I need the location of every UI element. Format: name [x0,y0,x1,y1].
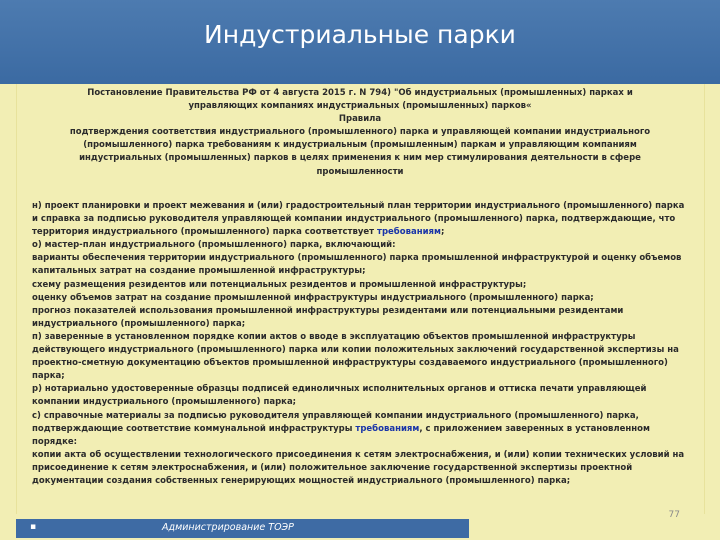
intro-line: Постановление Правительства РФ от 4 августа 2015 г. N 794) "Об индустриальных (промышленных) парках и [87,88,633,98]
paragraph: о) мастер-план индустриального (промышленного) парка, включающий: [32,240,396,251]
requirements-link[interactable]: требованиям [377,227,441,238]
paragraph-n-end: ; [440,227,445,238]
paragraph-s [32,410,690,449]
intro-block [28,87,692,179]
intro-line: управляющих компаниях индустриальных (промышленных) парков« [188,101,532,112]
body-text [32,200,690,488]
intro-line: Правила [338,114,382,125]
intro-line: промышленности [316,166,404,177]
title-bar [0,0,720,84]
intro-line: индустриальных (промышленных) парков в целях применения к ним мер стимулирования деятельности в сфере [79,153,641,164]
paragraph: прогноз показателей использования промышленной инфраструктуры резидентами или потенциальными резидентами индустриального (промышленного) парка; [32,305,624,329]
paragraph: р) нотариально удостоверенные образцы подписей единоличных исполнительных органов и оттиска печати управляющей компании индустриального (промышленного) парка; [32,384,647,408]
page-number: 77 [668,510,680,520]
intro-line: (промышленного) парка требованиям к индустриальным (промышленным) паркам и управляющим компаниям [83,140,637,151]
paragraph-s-text: с) справочные материалы за подписью руководителя управляющей компании индустриального (промышленного) парка, подтверждающие соответствие коммунальной инфраструктуры [32,410,639,434]
bullet-icon: ▪ [30,522,37,532]
paragraph-n [32,200,690,239]
paragraph: схему размещения резидентов или потенциальных резидентов и промышленной инфраструктуры; [32,279,527,290]
paragraph: п) заверенные в установленном порядке копии актов о вводе в эксплуатацию объектов промышленной инфраструктуры действующего индустриального (промышленного) парка или копии положительных заключений государственной экспертизы на проектно-сметную документацию объектов промышленной инфраструктуры создаваемого индустриального (промышленного) парка; [32,331,679,382]
paragraph-n-text: н) проект планировки и проект межевания и (или) градостроительный план территории индустриального (промышленного) парка и справка за подписью руководителя управляющей компании индустриального (промышленного) парка, подтверждающие, что территория индустриального (промышленного) парка соответствует [32,201,685,238]
paragraph: варианты обеспечения территории индустриального (промышленного) парка промышленной инфраструктурой и оценку объемов капитальных затрат на создание промышленной инфраструктуры; [32,253,682,277]
footer-text: Администрирование ТОЭР [162,522,294,533]
paragraph: оценку объемов затрат на создание промышленной инфраструктуры индустриального (промышленного) парка; [32,292,594,303]
paragraph-s-end: , с приложением заверенных в установленном порядке: [32,423,650,447]
intro-line: подтверждения соответствия индустриального (промышленного) парка и управляющей компании индустриального [69,127,651,138]
requirements-link[interactable]: требованиям [355,423,420,434]
footer-bar [16,519,469,538]
paragraph: копии акта об осуществлении технологического присоединения к сетям электроснабжения, и (или) копии технических условий на присоединение к сетям электроснабжения, и (или) положительное заключение государственной экспертизы проектной документации создания собственных генерирующих мощностей индустриального (промышленного) парка; [32,449,685,486]
page-title: Индустриальные парки [204,20,516,49]
